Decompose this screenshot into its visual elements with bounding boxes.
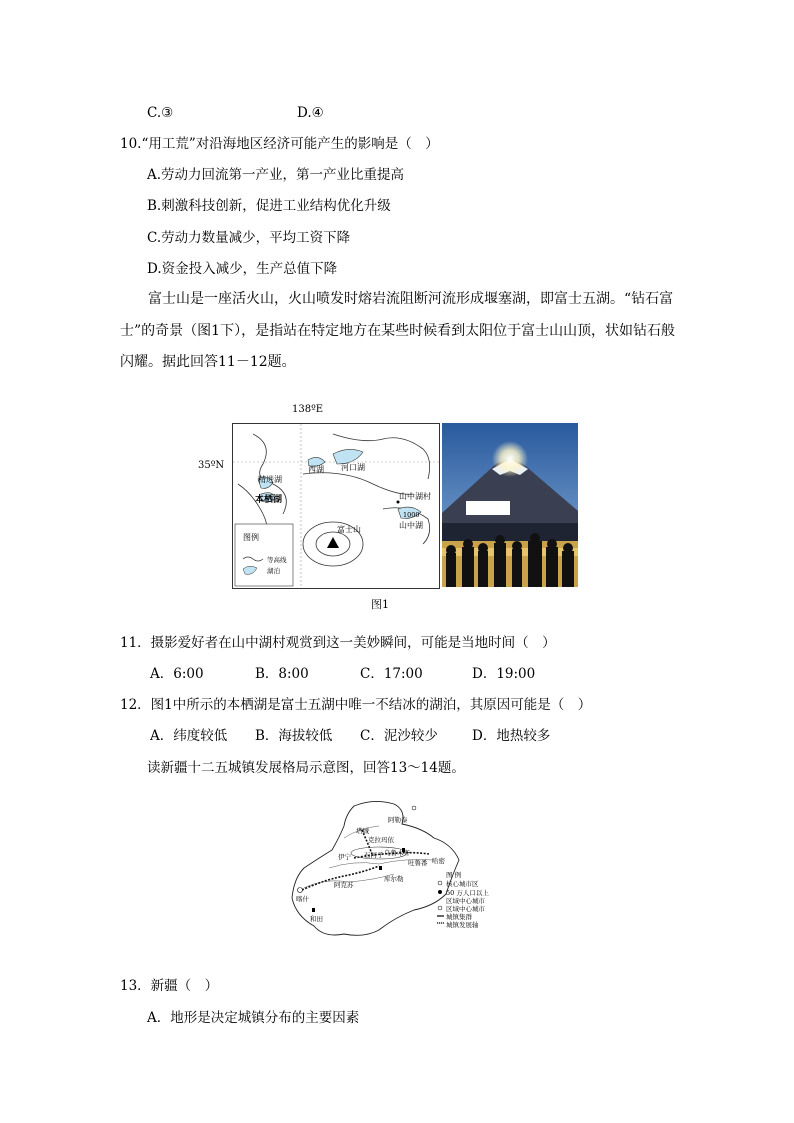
figure1-caption: 图1: [371, 598, 389, 611]
q10-stem: 10.“用工荒”对沿海地区经济可能产生的影响是（ ）: [120, 136, 439, 152]
q11-option-c: C．17:00: [360, 666, 423, 682]
q12-option-a: A．纬度较低: [150, 728, 228, 744]
q13-option-a: A．地形是决定城镇分布的主要因素: [147, 1010, 360, 1026]
city-tulufan: 吐鲁番: [408, 859, 428, 867]
q9-option-d: D.④: [297, 105, 324, 121]
label-jingjin-lake: 精进湖: [258, 475, 282, 484]
q10-option-d: D.资金投入减少，生产总值下降: [147, 261, 338, 277]
legend-town-cluster: 城镇集群: [446, 913, 472, 921]
diamond-fuji-photo: [442, 423, 578, 587]
legend-development-axis: 城镇发展轴: [446, 921, 479, 929]
city-akesu: 阿克苏: [334, 881, 354, 889]
intro-paragraph-xinjiang: 读新疆十二五城镇发展格局示意图，回答13～14题。: [147, 760, 465, 776]
q11-option-a: A．6:00: [150, 666, 204, 682]
city-tacheng: 塔城: [356, 827, 369, 835]
city-kelamayi: 克拉玛依: [368, 836, 394, 844]
label-motosu-lake: 本栖湖: [255, 495, 283, 505]
legend-contour: 等高线: [267, 556, 287, 564]
legend-core-city: 核心城市区: [446, 880, 479, 888]
legend-regional-center-2: 区域中心城市: [446, 905, 485, 913]
legend-500k: 50 万人口以上: [446, 889, 489, 897]
latitude-label: 35ºN: [198, 460, 225, 471]
q10-option-c: C.劳动力数量减少，平均工资下降: [147, 230, 351, 246]
fuji-lakes-map: [232, 423, 440, 589]
label-kawaguchi-lake: 河口湖: [341, 463, 365, 472]
legend-lake: 湖泊: [267, 567, 280, 575]
q12-option-c: C．泥沙较少: [360, 728, 438, 744]
map-drawing: [233, 424, 439, 588]
q11-option-d: D．19:00: [472, 666, 536, 682]
city-hetian: 和田: [310, 915, 323, 923]
label-fuji: 富士山: [337, 525, 361, 534]
q11-option-b: B．8:00: [255, 666, 309, 682]
q12-stem: 12．图1中所示的本栖湖是富士五湖中唯一不结冰的湖泊，其原因可能是（ ）: [120, 697, 592, 713]
city-wulumuqi: 乌鲁木齐: [384, 849, 410, 857]
q10-option-a: A.劳动力回流第一产业，第一产业比重提高: [147, 167, 405, 183]
legend-title: 图例: [243, 533, 259, 542]
city-shihezi: 石河子: [364, 851, 384, 859]
longitude-label: 138ºE: [292, 404, 324, 415]
q11-stem: 11．摄影爱好者在山中湖村观赏到这一美妙瞬间，可能是当地时间（ ）: [120, 635, 556, 651]
intro-paragraph-fuji: 富士山是一座活火山，火山喷发时熔岩流阻断河流形成堰塞湖，即富士五湖。“钻石富士”的奇景（图1下），是指站在特定地方在某些时候看到太阳位于富士山山顶，状如钻石般闪耀。据此回答11－12题。: [120, 291, 676, 370]
city-hami: 哈密: [432, 857, 445, 865]
city-kashi: 喀什: [296, 895, 309, 903]
label-yamanaka-village: 山中湖村: [399, 492, 431, 501]
city-yining: 伊宁: [338, 853, 351, 861]
q13-stem: 13．新疆（ ）: [120, 978, 219, 994]
xinjiang-map: [284, 798, 506, 940]
label-elevation: 1000: [403, 511, 420, 519]
xinjiang-legend-title: 图 例: [446, 871, 462, 879]
q10-option-b: B.刺激科技创新，促进工业结构优化升级: [147, 198, 391, 214]
city-kuerle: 库尔勒: [384, 875, 404, 883]
label-west-lake: 西湖: [308, 465, 324, 474]
label-yamanaka-lake: 山中湖: [399, 521, 423, 530]
q9-option-c: C.③: [147, 105, 174, 121]
legend-regional-center-1: 区域中心城市: [446, 897, 485, 905]
q12-option-d: D．地热较多: [472, 728, 551, 744]
q12-option-b: B．海拔较低: [255, 728, 333, 744]
city-aletai: 阿勒泰: [388, 816, 408, 824]
